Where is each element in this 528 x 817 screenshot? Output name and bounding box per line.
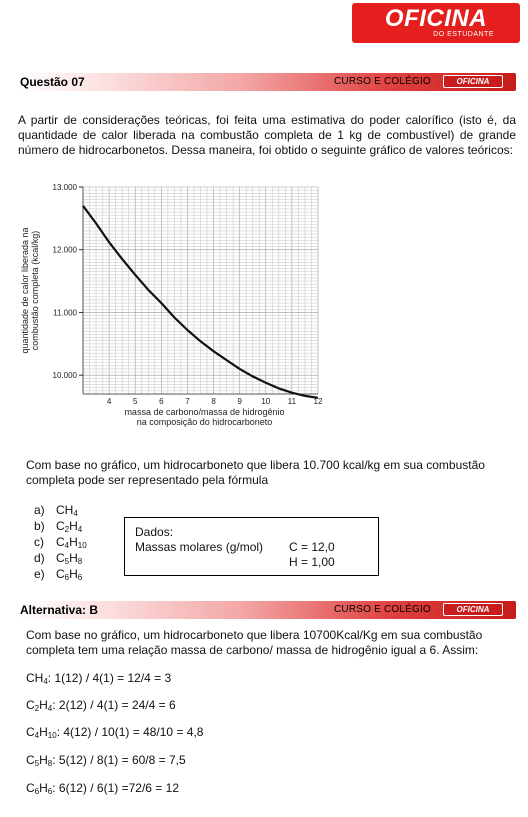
calculation-line — [26, 781, 179, 795]
formula-element: C — [56, 503, 65, 517]
formula-element: C — [26, 753, 35, 767]
x-tick-label: 6 — [159, 397, 164, 406]
calculation-expression: : 5(12) / 8(1) = 60/8 = 7,5 — [52, 753, 186, 767]
formula-element: H — [39, 698, 48, 712]
mini-logo: OFICINA — [443, 75, 503, 88]
formula-subscript: 6 — [34, 787, 40, 796]
calorific-chart — [18, 178, 328, 436]
formula — [26, 781, 52, 795]
formula-subscript: 10 — [47, 731, 57, 740]
question-prompt: Com base no gráfico, um hidrocarboneto que libera 10.700 kcal/kg em sua combustão completa pode ser representado pela fórmula — [26, 458, 485, 487]
formula-element: H — [64, 503, 74, 517]
formula — [56, 503, 78, 517]
y-axis-label: combustão completa (kcal/kg) — [30, 230, 40, 351]
answer-explanation: Com base no gráfico, um hidrocarboneto que libera 10700Kcal/Kg em sua combustão completa tem uma relação massa de carbono/ massa de hidrogênio igual a 6. Assim: — [26, 628, 483, 657]
calculation-line — [26, 671, 171, 685]
formula-subscript: 2 — [64, 525, 70, 534]
x-tick-label: 8 — [211, 397, 216, 406]
formula-element: C — [26, 725, 35, 739]
formula-element: H — [69, 551, 78, 565]
formula — [26, 671, 48, 685]
formula-element: C — [26, 671, 35, 685]
answer-header-bar — [18, 601, 516, 619]
calculation-expression: : 1(12) / 4(1) = 12/4 = 3 — [47, 671, 172, 685]
question-intro: A partir de considerações teóricas, foi feita uma estimativa do poder calorífico (isto é, da quantidade de calor liberada na combustão completa de 1 kg de combustível) de grande número de hidrocarbonetos. Dessa maneira, foi obtido o seguinte gráfico de valores teóricos: — [18, 113, 516, 157]
calculation-expression: : 4(12) / 10(1) = 48/10 = 4,8 — [56, 725, 204, 739]
formula-element: H — [69, 519, 78, 533]
formula — [26, 698, 52, 712]
data-title: Dados: — [135, 525, 174, 539]
formula-subscript: 10 — [77, 541, 87, 550]
formula-subscript: 8 — [47, 759, 53, 768]
formula-element: H — [39, 725, 48, 739]
calculation-line — [26, 753, 186, 767]
carbon-mass: C = 12,0 — [289, 540, 335, 554]
option-b — [34, 518, 87, 534]
formula-subscript: 4 — [64, 541, 70, 550]
formula-element: H — [39, 753, 48, 767]
formula — [26, 725, 57, 739]
answer-options — [34, 502, 87, 582]
formula-subscript: 8 — [77, 557, 83, 566]
formula — [56, 519, 82, 533]
formula — [26, 753, 52, 767]
x-tick-label: 11 — [287, 397, 297, 406]
option-letter: a) — [34, 503, 45, 517]
formula-element: H — [69, 567, 78, 581]
option-letter: e) — [34, 567, 45, 581]
x-tick-label: 9 — [237, 397, 242, 406]
answer-mini-logo: OFICINA — [443, 603, 503, 616]
x-tick-label: 7 — [185, 397, 190, 406]
option-e — [34, 566, 87, 582]
formula-subscript: 5 — [34, 759, 40, 768]
formula — [56, 551, 82, 565]
formula-element: H — [34, 671, 44, 685]
formula-element: C — [56, 519, 65, 533]
x-tick-label: 12 — [313, 397, 323, 406]
formula-element: C — [56, 567, 65, 581]
y-tick-label: 13.000 — [52, 183, 77, 192]
x-axis-label: na composição do hidrocarboneto — [136, 417, 273, 427]
school-label: CURSO E COLÉGIO — [334, 76, 431, 87]
formula-subscript: 6 — [77, 573, 83, 582]
option-letter: c) — [34, 535, 44, 549]
data-box — [124, 517, 379, 576]
answer-title: Alternativa: B — [20, 603, 99, 617]
question-header-bar — [18, 73, 516, 91]
x-tick-label: 4 — [106, 397, 112, 406]
formula-element: C — [26, 698, 35, 712]
formula-subscript: 6 — [64, 573, 70, 582]
formula-subscript: 4 — [47, 704, 53, 713]
calculation-expression: : 2(12) / 4(1) = 24/4 = 6 — [52, 698, 176, 712]
logo-text: OFICINA — [384, 5, 488, 32]
formula-element: C — [56, 551, 65, 565]
option-a — [34, 502, 87, 518]
option-d — [34, 550, 87, 566]
option-letter: d) — [34, 551, 45, 565]
formula — [56, 535, 87, 549]
answer-school-label: CURSO E COLÉGIO — [334, 604, 431, 615]
data-label: Massas molares (g/mol) — [135, 540, 264, 554]
formula-subscript: 6 — [47, 787, 53, 796]
y-axis-label: quantidade de calor liberada na — [20, 227, 30, 354]
hydrogen-mass: H = 1,00 — [289, 555, 335, 569]
formula-subscript: 5 — [64, 557, 70, 566]
formula-subscript: 4 — [73, 509, 78, 518]
option-letter: b) — [34, 519, 45, 533]
x-tick-label: 10 — [261, 397, 271, 406]
formula-subscript: 4 — [34, 731, 40, 740]
calculation-expression: : 6(12) / 6(1) =72/6 = 12 — [52, 781, 179, 795]
formula-element: C — [56, 535, 65, 549]
calculation-line — [26, 698, 176, 712]
option-c — [34, 534, 87, 550]
formula-element: H — [69, 535, 78, 549]
calculation-line — [26, 725, 203, 739]
brand-logo — [352, 3, 520, 43]
logo-subtitle: DO ESTUDANTE — [433, 31, 494, 38]
x-tick-label: 5 — [132, 397, 138, 406]
question-title: Questão 07 — [20, 75, 85, 89]
y-tick-label: 10.000 — [52, 371, 77, 381]
formula-element: C — [26, 781, 35, 795]
y-tick-label: 12.000 — [52, 245, 77, 255]
formula-subscript: 2 — [34, 704, 40, 713]
formula-element: H — [39, 781, 48, 795]
formula-subscript: 4 — [43, 677, 48, 686]
x-axis-label: massa de carbono/massa de hidrogênio — [124, 407, 285, 417]
y-tick-label: 11.000 — [53, 308, 77, 318]
formula — [56, 567, 82, 581]
formula-subscript: 4 — [77, 525, 83, 534]
